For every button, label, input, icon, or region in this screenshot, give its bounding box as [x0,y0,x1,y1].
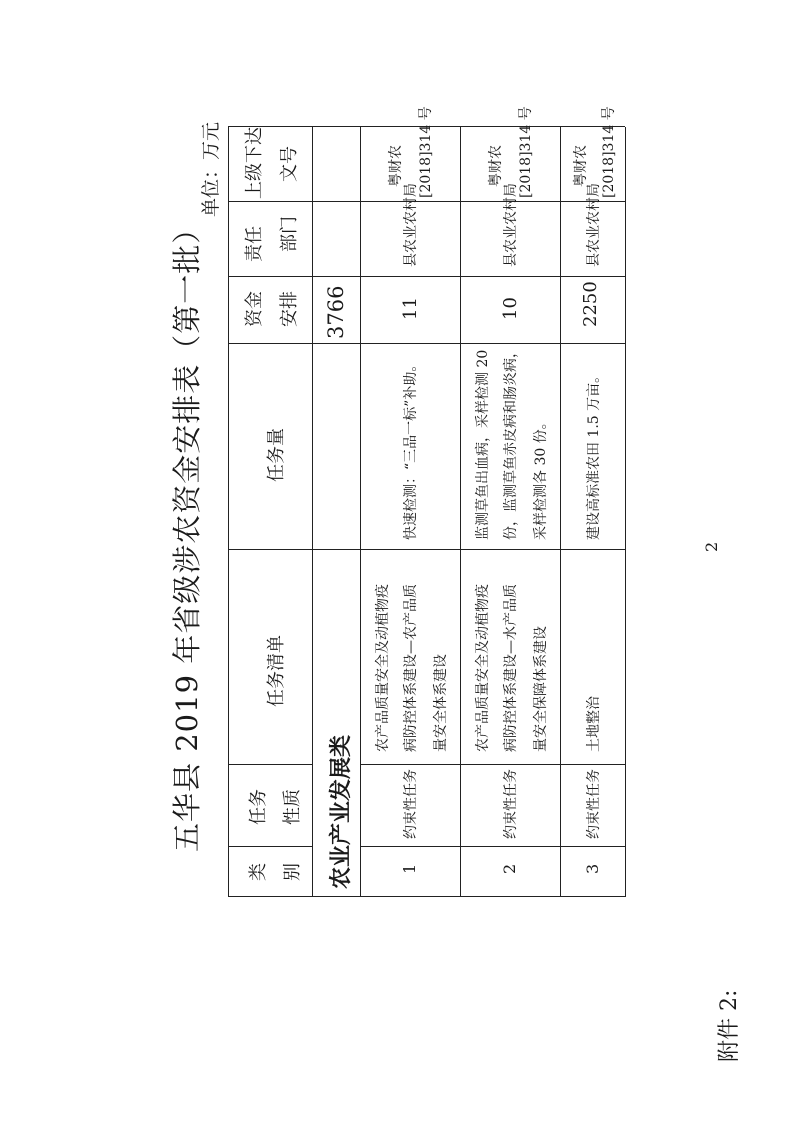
row2-number: 2 [500,863,519,874]
row2-funds: 10 [500,297,521,320]
row3-department: 县农业农村局 [586,183,602,267]
row1-document-1: 粤财农 [388,145,404,187]
row1-task-line3: 量安全体系建设 [433,654,449,752]
header-category-1: 类 [248,863,269,881]
row1-task-line2: 病防控体系建设—农产品质 [403,584,419,752]
rule-col-5 [228,276,625,277]
rule-bottom [625,127,626,897]
rule-col-2b [360,764,625,765]
row3-number: 3 [583,863,602,874]
rule-col-left [228,896,625,897]
row1-volume: 快速检测：“三品一标”补助。 [403,357,419,540]
row2-document-1: 粤财农 [488,145,504,187]
header-task-volume: 任务量 [266,428,287,482]
header-task-list: 任务清单 [266,635,287,707]
rule-col-4 [228,343,625,344]
row2-task-line2: 病防控体系建设—水产品质 [503,584,519,752]
rule-header [312,127,313,897]
header-nature-1: 任务 [248,789,269,825]
row2-nature: 约束性任务 [503,769,519,839]
row3-funds: 2250 [580,281,601,327]
row1-department: 县农业农村局 [403,183,419,267]
row3-document-1: 粤财农 [573,145,589,187]
row2-document-2: [2018]314 号 [518,106,534,198]
row2-volume-line3: 采样检测各 30 份。 [533,415,549,540]
row2-volume-line2: 份，监测草鱼赤皮病和肠炎病， [503,344,519,540]
row1-funds: 11 [400,297,421,320]
unit-label: 单位：万元 [200,121,222,217]
header-funds-2: 安排 [279,291,300,327]
rule-col-1 [228,846,312,847]
rule-col-1b [360,846,625,847]
row1-nature: 约束性任务 [403,769,419,839]
row3-volume: 建设高标准农田 1.5 万亩。 [586,368,602,540]
header-department-2: 部门 [279,216,300,252]
rule-section [360,127,361,897]
header-department-1: 责任 [244,226,265,262]
attachment-label: 附件 2: [717,989,742,1062]
header-funds-1: 资金 [244,291,265,327]
header-category-2: 别 [282,863,303,881]
row1-document-2: [2018]314 号 [418,106,434,198]
row3-task-line1: 土地整治 [586,696,602,752]
row2-department: 县农业农村局 [503,183,519,267]
page-number: 2 [702,541,721,552]
header-document-1: 上级下达 [244,127,265,199]
row1-number: 1 [400,863,419,874]
rule-row1 [460,127,461,897]
row2-task-line3: 量安全保障体系建设 [533,626,549,752]
header-nature-2: 性质 [282,789,303,825]
section-label: 农业产业发展类 [329,734,354,889]
rule-col-6 [228,201,625,202]
rule-col-3 [228,549,625,550]
row2-task-line1: 农产品质量安全及动植物疫 [475,584,491,752]
row3-document-2: [2018]314 号 [601,106,617,198]
row1-task-line1: 农产品质量安全及动植物疫 [375,584,391,752]
rule-col-2 [228,764,312,765]
row2-volume-line1: 监测草鱼出血病，采样检测 20 [475,349,491,540]
rule-row2 [560,127,561,897]
header-document-2: 文号 [279,146,300,182]
rule-top [228,127,229,897]
document-title: 五华县 2019 年省级涉农资金安排表（第一批） [170,213,204,852]
total-funds: 3766 [324,285,348,339]
row3-nature: 约束性任务 [586,769,602,839]
